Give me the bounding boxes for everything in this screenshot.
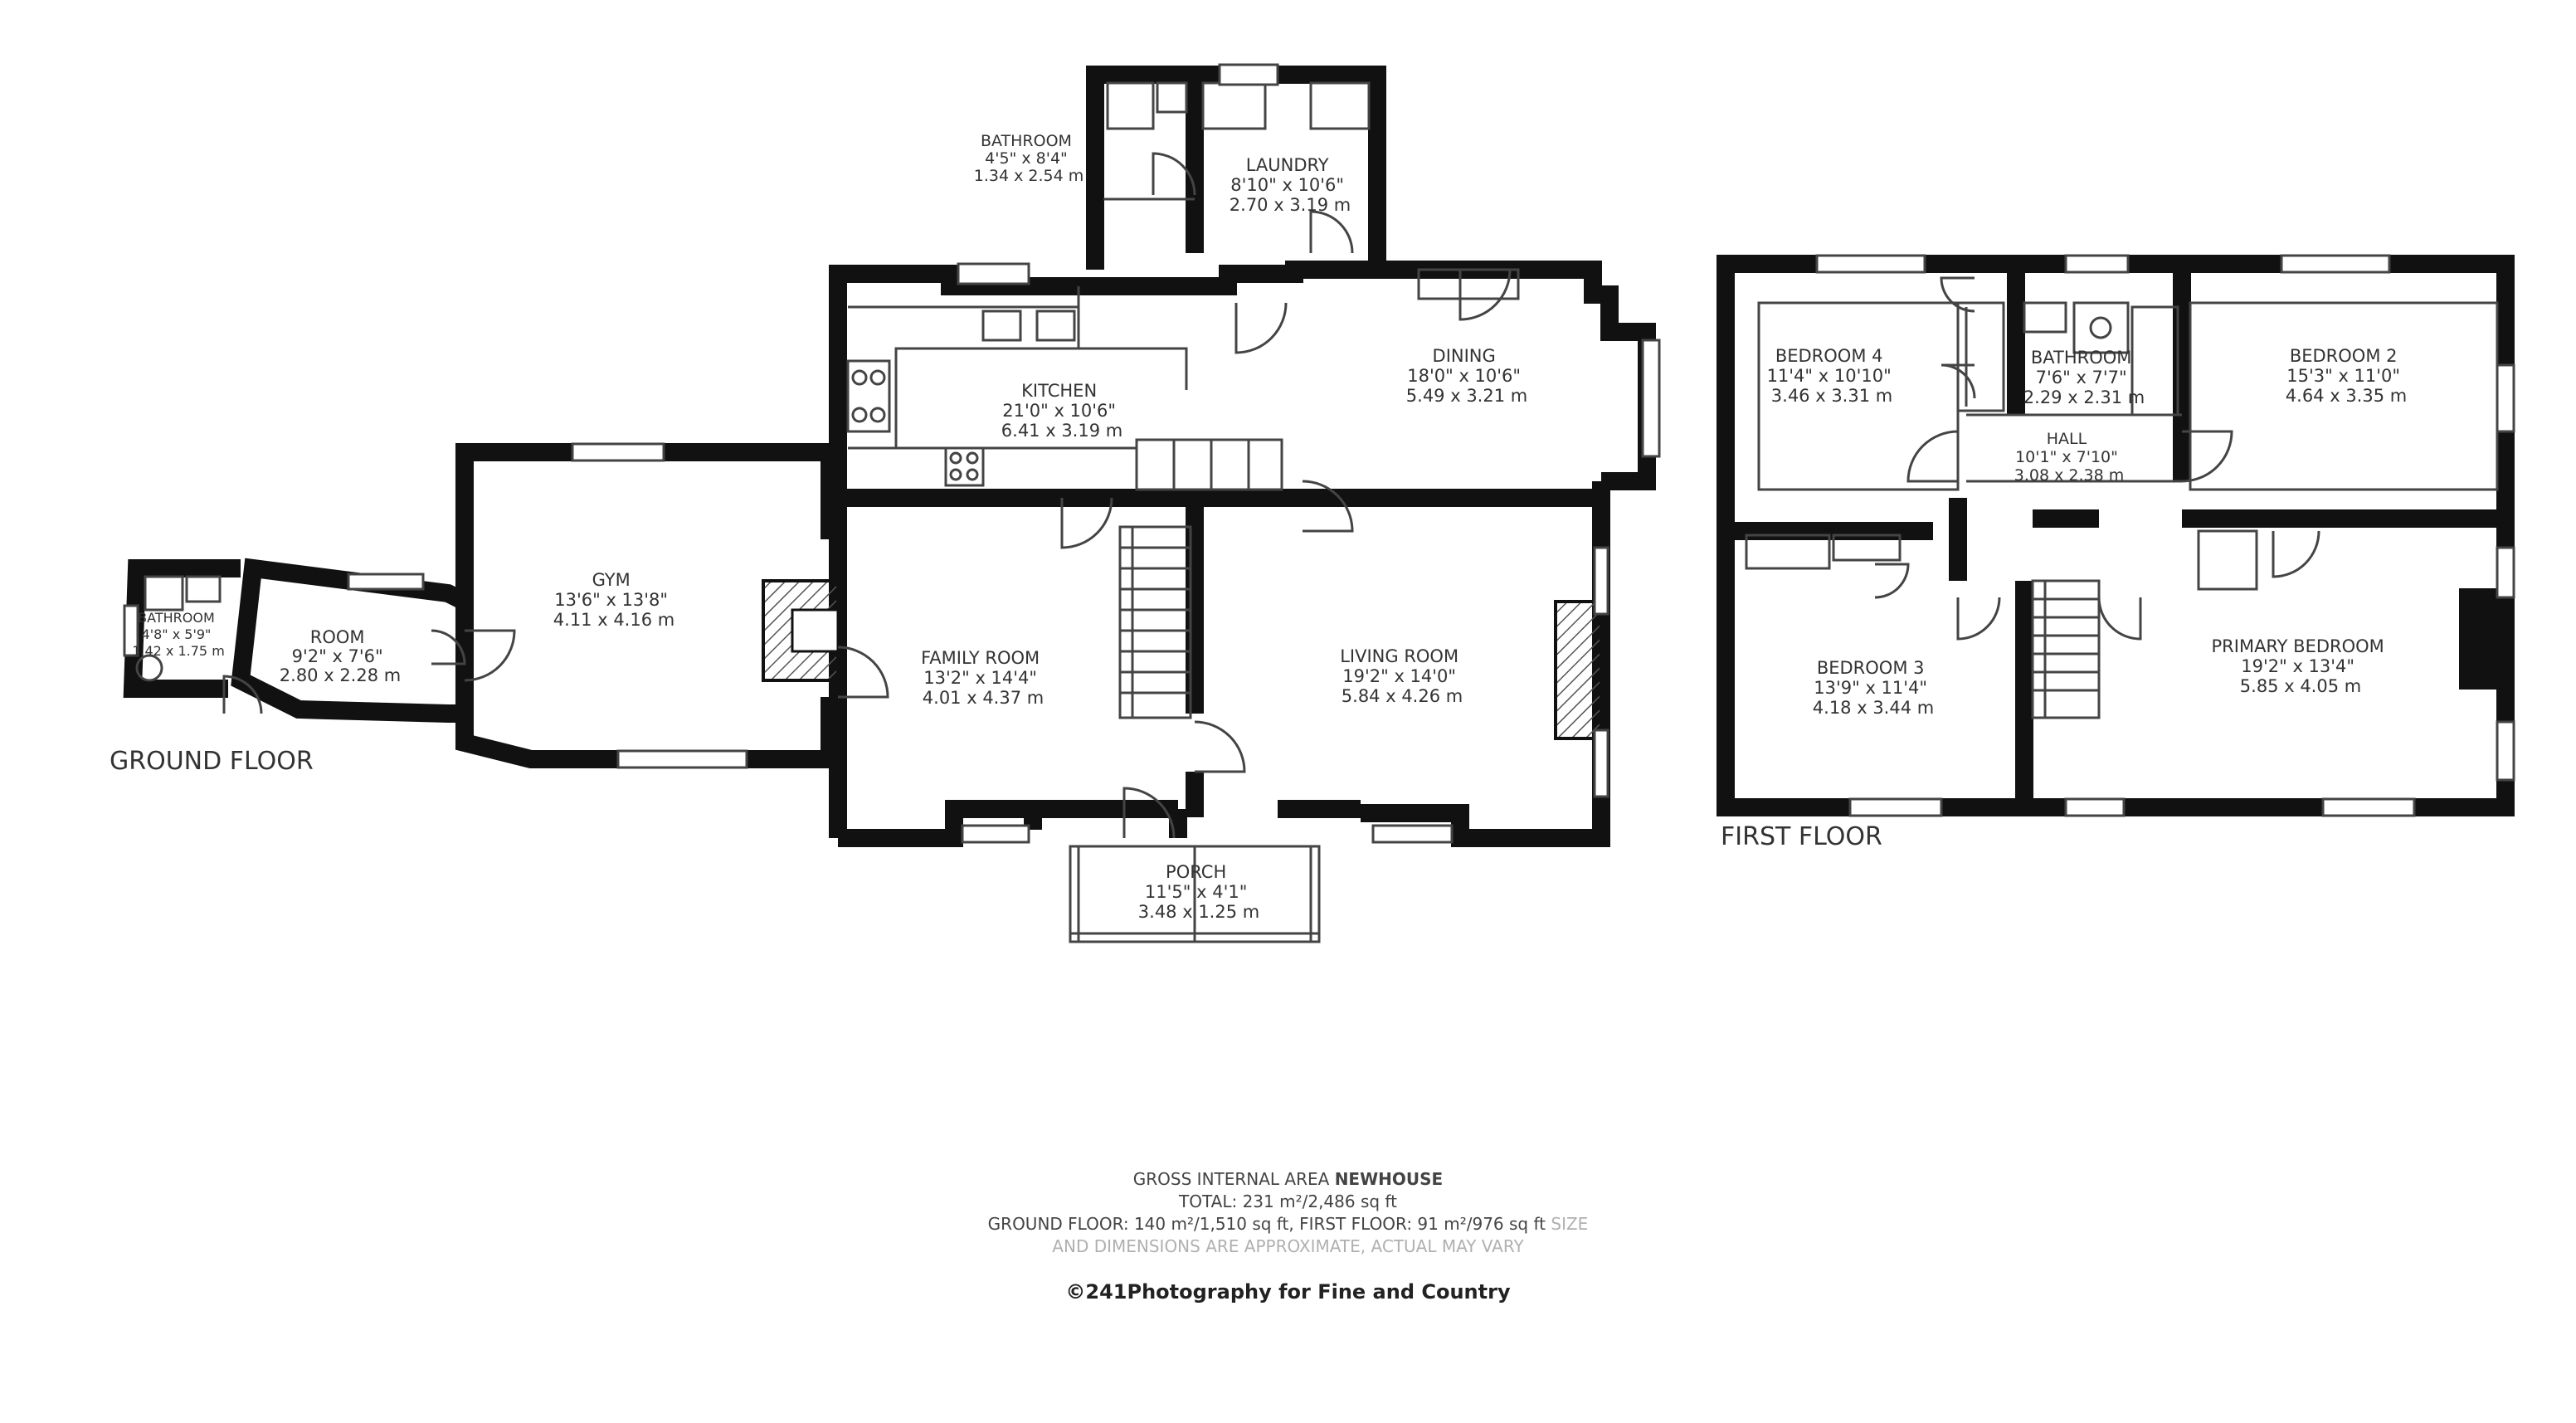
gia-label: GROSS INTERNAL AREA <box>1132 1169 1330 1189</box>
area-summary <box>0 1168 2576 1258</box>
gia-line <box>0 1168 2576 1191</box>
living-fireplace <box>1556 602 1601 738</box>
first-floor-stairs <box>2033 581 2099 718</box>
first-floor-title: FIRST FLOOR <box>1721 822 1882 851</box>
ground-windows <box>124 65 1659 842</box>
bedroom-2-label: BEDROOM 2 15'3" x 11'0" 4.64 x 3.35 m <box>2285 346 2408 406</box>
ground-floor-walls <box>133 75 1647 838</box>
first-floor-plan <box>1721 256 2514 851</box>
ground-floor-plan <box>110 65 1659 942</box>
primary-bedroom-label: PRIMARY BEDROOM 19'2" x 13'4" 5.85 x 4.05 m <box>2211 636 2384 696</box>
copyright-text: ©241Photography for Fine and Country <box>1065 1280 1511 1304</box>
room-label: ROOM 9'2" x 7'6" 2.80 x 2.28 m <box>279 627 402 685</box>
floor-areas-line <box>0 1213 2576 1235</box>
ground-stairs <box>1120 527 1191 718</box>
living-room-label: LIVING ROOM 19'2" x 14'0" 5.84 x 4.26 m <box>1340 646 1463 706</box>
bedroom-3-label: BEDROOM 3 13'9" x 11'4" 4.18 x 3.44 m <box>1812 658 1935 718</box>
gym-label: GYM 13'6" x 13'8" 4.11 x 4.16 m <box>553 570 675 630</box>
family-room-label: FAMILY ROOM 13'2" x 14'4" 4.01 x 4.37 m <box>921 648 1045 708</box>
hall-label: HALL 10'1" x 7'10" 3.08 x 2.38 m <box>2014 430 2125 485</box>
disclaimer: AND DIMENSIONS ARE APPROXIMATE, ACTUAL MAY VARY <box>1052 1236 1524 1256</box>
total-area: TOTAL: 231 m²/2,486 sq ft <box>1179 1192 1397 1211</box>
ground-floor-title: GROUND FLOOR <box>110 747 314 776</box>
size-word: SIZE <box>1551 1214 1589 1234</box>
bedroom-4-label: BEDROOM 4 11'4" x 10'10" 3.46 x 3.31 m <box>1766 346 1893 406</box>
kitchen-label: KITCHEN 21'0" x 10'6" 6.41 x 3.19 m <box>1001 381 1123 441</box>
family-fireplace-inner <box>792 610 838 651</box>
first-bathroom-label: BATHROOM 7'6" x 7'7" 2.29 x 2.31 m <box>2023 348 2145 407</box>
dining-label: DINING 18'0" x 10'6" 5.49 x 3.21 m <box>1405 346 1528 406</box>
porch-label: PORCH 11'5" x 4'1" 3.48 x 1.25 m <box>1137 862 1260 922</box>
ground-bathroom-label: BATHROOM 4'5" x 8'4" 1.34 x 2.54 m <box>973 132 1084 185</box>
floor-areas: GROUND FLOOR: 140 m²/1,510 sq ft, FIRST FLOOR: 91 m²/976 sq ft <box>987 1214 1546 1234</box>
small-bathroom-label: BATHROOM 4'8" x 5'9" 1.42 x 1.75 m <box>132 610 225 659</box>
copyright <box>0 1280 2576 1304</box>
laundry-label: LAUNDRY 8'10" x 10'6" 2.70 x 3.19 m <box>1229 155 1351 215</box>
house-name: NEWHOUSE <box>1334 1169 1444 1189</box>
